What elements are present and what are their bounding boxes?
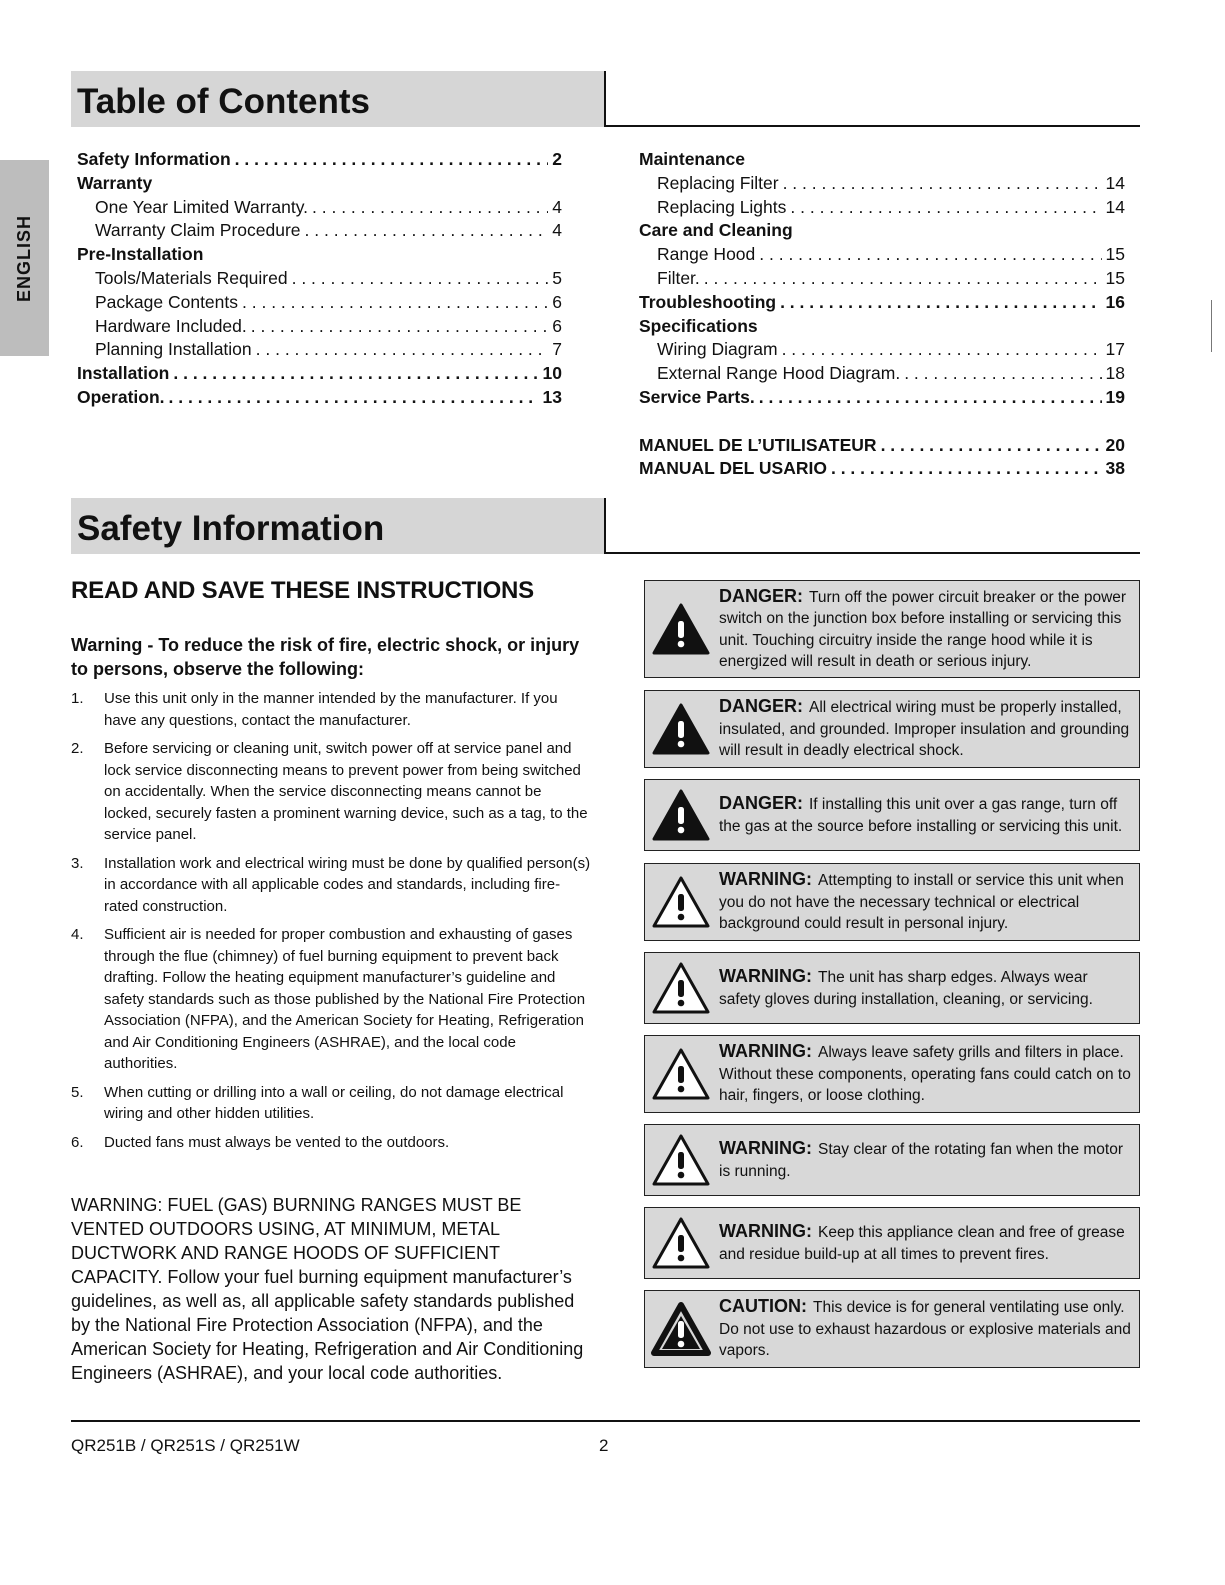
toc-entry[interactable] xyxy=(77,243,562,267)
toc-entry-page: 4 xyxy=(552,220,562,241)
page-number: 2 xyxy=(599,1436,609,1455)
toc-entry[interactable] xyxy=(77,267,562,291)
toc-entry-label: Warranty Claim Procedure xyxy=(95,220,301,241)
notice-keyword: WARNING: xyxy=(719,966,812,986)
toc-entry-page: 5 xyxy=(552,267,562,288)
toc-entry[interactable] xyxy=(639,148,1125,172)
notice-keyword: DANGER: xyxy=(719,696,803,717)
notice-text: Stay clear of the rotating fan when the motor is running. xyxy=(719,1141,1124,1180)
instruction-number: 2. xyxy=(71,740,84,757)
instruction-text: When cutting or drilling into a wall or ceiling, do not damage electrical wiring and other hidden utilities. xyxy=(104,1083,564,1122)
toc-entry-label: Tools/Materials Required xyxy=(95,267,288,288)
notice-keyword: WARNING: xyxy=(719,1138,812,1158)
notice-text: The unit has sharp edges. Always wear safety gloves during installation, cleaning, or servicing. xyxy=(719,969,1093,1008)
notice-keyword: WARNING: xyxy=(719,869,812,890)
toc-dot-leader xyxy=(776,291,1101,315)
instruction-item xyxy=(71,853,591,918)
toc-entry[interactable] xyxy=(639,338,1125,362)
toc-entry[interactable] xyxy=(77,386,562,410)
danger-notice xyxy=(644,580,1140,678)
toc-entry[interactable] xyxy=(77,338,562,362)
toc-left-column xyxy=(77,148,562,410)
toc-dot-leader xyxy=(247,315,549,339)
toc-entry-label: Operation. xyxy=(77,386,165,407)
toc-entry-label: One Year Limited Warranty. xyxy=(95,196,309,217)
warning-notice xyxy=(644,1207,1140,1279)
toc-dot-leader xyxy=(238,291,548,315)
toc-entry[interactable] xyxy=(639,243,1125,267)
notice-body xyxy=(717,789,1139,841)
footer-model-numbers: QR251B / QR251S / QR251W xyxy=(71,1436,300,1455)
toc-entry-label: MANUAL DEL USARIO xyxy=(639,458,827,479)
toc-entry-label: Warranty xyxy=(77,172,153,193)
toc-entry-page: 15 xyxy=(1105,244,1125,265)
notice-text: Attempting to install or service this unit when you do not have the necessary technical or electrical background could result in personal injury. xyxy=(719,872,1124,933)
notice-body xyxy=(717,1292,1139,1366)
toc-entry-page: 7 xyxy=(552,339,562,360)
toc-dot-leader xyxy=(308,196,548,220)
toc-entry[interactable] xyxy=(639,219,1125,243)
toc-entry[interactable] xyxy=(639,434,1125,458)
toc-entry-page: 10 xyxy=(542,363,562,384)
toc-entry[interactable] xyxy=(77,148,562,172)
toc-entry-label: Maintenance xyxy=(639,149,745,169)
toc-entry xyxy=(639,410,1125,434)
toc-dot-leader xyxy=(755,386,1102,410)
instruction-text: Sufficient air is needed for proper combustion and exhausting of gases through the flue (chimney) of fuel burning equipment to prevent back drafting. Follow the heating equipment manufacturer’s guideline and safety standards such as those published by the National Fire Protection Association (NFPA), and the American Society for Heating, Refrigeration and Air Conditioning Engineers (ASHRAE), and the local code authorities. xyxy=(104,926,586,1072)
danger-triangle-icon xyxy=(645,602,717,656)
instruction-item xyxy=(71,924,591,1075)
toc-dot-leader xyxy=(877,434,1102,458)
toc-entry-label: Hardware Included. xyxy=(95,315,247,336)
toc-dot-leader xyxy=(231,148,549,172)
notice-text: Always leave safety grills and filters in place. Without these components, operating fans could catch on to hair, fingers, or loose clothing. xyxy=(719,1044,1131,1105)
toc-entry-label: Replacing Lights xyxy=(657,196,787,217)
instruction-text: Installation work and electrical wiring must be done by qualified person(s) in accordance with all applicable codes and standards, including fire-rated construction. xyxy=(104,854,591,915)
instruction-number: 4. xyxy=(71,926,84,943)
toc-dot-leader xyxy=(700,267,1102,291)
danger-triangle-icon xyxy=(645,788,717,842)
toc-entry-page: 14 xyxy=(1105,196,1125,217)
instruction-item xyxy=(71,1132,591,1154)
toc-entry[interactable] xyxy=(639,315,1125,339)
notice-text: If installing this unit over a gas range, turn off the gas at the source before installing or servicing this unit. xyxy=(719,796,1123,835)
toc-entry[interactable] xyxy=(639,291,1125,315)
instruction-item xyxy=(71,1082,591,1125)
toc-entry[interactable] xyxy=(639,196,1125,220)
warning-triangle-icon xyxy=(645,1047,717,1101)
toc-dot-leader xyxy=(165,386,539,410)
notice-text: Keep this appliance clean and free of grease and residue build-up at all times to prevent fires. xyxy=(719,1224,1125,1263)
toc-dot-leader xyxy=(252,338,549,362)
toc-entry-page: 4 xyxy=(552,196,562,217)
toc-entry-label: Safety Information xyxy=(77,149,231,169)
instruction-text: Use this unit only in the manner intended by the manufacturer. If you have any questions, contact the manufacturer. xyxy=(104,690,558,729)
toc-right-column xyxy=(639,148,1125,481)
toc-entry-page: 17 xyxy=(1105,339,1125,360)
toc-entry-page: 16 xyxy=(1105,291,1125,312)
warning-notice xyxy=(644,952,1140,1024)
instruction-number: 1. xyxy=(71,690,84,707)
notice-text: Turn off the power circuit breaker or the power switch on the junction box before installing or servicing this unit. Touching circuitry inside the range hood while it is energized will result in death or serious injury. xyxy=(719,588,1127,670)
toc-entry-label: MANUEL DE L’UTILISATEUR xyxy=(639,434,877,455)
warning-triangle-icon xyxy=(645,1216,717,1270)
instruction-number: 6. xyxy=(71,1133,84,1151)
instruction-number: 5. xyxy=(71,1083,84,1101)
notice-body xyxy=(717,1134,1139,1186)
toc-dot-leader xyxy=(301,219,549,243)
toc-dot-leader xyxy=(288,267,549,291)
toc-entry-page: 6 xyxy=(552,291,562,312)
instruction-item xyxy=(71,738,591,846)
notice-body xyxy=(717,962,1139,1014)
toc-entry[interactable] xyxy=(77,315,562,339)
language-tab[interactable] xyxy=(0,160,49,356)
toc-entry-page: 20 xyxy=(1105,434,1125,455)
safety-title: Safety Information xyxy=(71,498,606,554)
read-save-heading: READ AND SAVE THESE INSTRUCTIONS xyxy=(71,577,534,604)
instruction-text: Ducted fans must always be vented to the outdoors. xyxy=(104,1133,450,1151)
notice-text: All electrical wiring must be properly installed, insulated, and grounded. Improper insulation and grounding will result in deadly electrical shock. xyxy=(719,699,1130,760)
toc-entry-label: Service Parts. xyxy=(639,386,755,407)
toc-entry[interactable] xyxy=(639,457,1125,481)
safety-header xyxy=(71,498,1140,554)
toc-entry-page: 14 xyxy=(1105,172,1125,193)
warning-intro: Warning - To reduce the risk of fire, electric shock, or injury to persons, observe the following: xyxy=(71,635,580,679)
toc-dot-leader xyxy=(786,196,1101,220)
caution-triangle-icon xyxy=(645,1302,717,1356)
toc-entry-label: Planning Installation xyxy=(95,339,252,360)
toc-dot-leader xyxy=(827,457,1102,481)
toc-entry[interactable] xyxy=(77,172,562,196)
instruction-number: 3. xyxy=(71,854,84,872)
toc-entry-page: 6 xyxy=(552,315,562,336)
toc-dot-leader xyxy=(755,243,1101,267)
toc-entry[interactable] xyxy=(639,362,1125,386)
instruction-list xyxy=(71,688,591,1160)
notice-body xyxy=(717,692,1139,766)
toc-header xyxy=(71,71,1140,127)
warning-notice xyxy=(644,1124,1140,1196)
toc-entry-label: Range Hood xyxy=(657,244,756,265)
toc-entry-page: 15 xyxy=(1105,267,1125,288)
toc-entry-page: 19 xyxy=(1105,386,1125,407)
notice-body xyxy=(717,1037,1139,1111)
toc-dot-leader xyxy=(900,362,1101,386)
toc-entry-page: 38 xyxy=(1105,458,1125,479)
notice-keyword: DANGER: xyxy=(719,585,803,606)
toc-entry-label: Wiring Diagram xyxy=(657,339,778,360)
toc-entry-label: External Range Hood Diagram. xyxy=(657,363,901,384)
notice-keyword: WARNING: xyxy=(719,1041,812,1062)
instruction-item xyxy=(71,688,591,731)
caution-notice xyxy=(644,1290,1140,1368)
warning-triangle-icon xyxy=(645,875,717,929)
toc-dot-leader xyxy=(169,362,538,386)
toc-entry-page: 2 xyxy=(552,149,562,169)
notice-body xyxy=(717,865,1139,939)
notice-body xyxy=(717,1217,1139,1269)
footer-rule xyxy=(71,1420,1140,1422)
fuel-burning-warning: WARNING: FUEL (GAS) BURNING RANGES MUST BE VENTED OUTDOORS USING, AT MINIMUM, METAL DUCTWORK AND RANGE HOODS OF SUFFICIENT CAPACITY. Follow your fuel burning equipment manufacturer’s guidelines, as well as, all applicable safety standards published by the National Fire Protection Association (NFPA), and the American Society for Heating, Refrigeration and Air Conditioning Engineers (ASHRAE), and your local code authorities. xyxy=(71,1195,584,1383)
toc-entry[interactable] xyxy=(77,196,562,220)
toc-entry-label: Care and Cleaning xyxy=(639,220,793,241)
danger-triangle-icon xyxy=(645,702,717,756)
toc-entry-label: Installation xyxy=(77,363,170,384)
warning-notice xyxy=(644,1035,1140,1113)
toc-entry-label: Specifications xyxy=(639,315,758,336)
toc-entry-label: Replacing Filter xyxy=(657,172,779,193)
toc-entry-label: Package Contents xyxy=(95,291,239,312)
danger-notice xyxy=(644,779,1140,851)
toc-title: Table of Contents xyxy=(71,71,606,127)
toc-entry-label: Filter. xyxy=(657,267,700,288)
toc-entry-label: Troubleshooting xyxy=(639,291,777,312)
notice-text: This device is for general ventilating use only. Do not use to exhaust hazardous or explosive materials and vapors. xyxy=(719,1299,1131,1360)
page-edge-mark xyxy=(1211,300,1212,352)
language-tab-label: ENGLISH xyxy=(14,214,35,302)
warning-notice xyxy=(644,863,1140,941)
warning-triangle-icon xyxy=(645,1133,717,1187)
toc-entry[interactable] xyxy=(77,291,562,315)
toc-entry[interactable] xyxy=(639,267,1125,291)
notice-keyword: WARNING: xyxy=(719,1221,812,1241)
toc-entry[interactable] xyxy=(77,362,562,386)
toc-entry[interactable] xyxy=(77,219,562,243)
toc-entry[interactable] xyxy=(639,386,1125,410)
toc-entry-page: 18 xyxy=(1105,363,1125,384)
notice-keyword: DANGER: xyxy=(719,793,803,813)
toc-dot-leader xyxy=(779,172,1102,196)
toc-dot-leader xyxy=(778,338,1102,362)
toc-entry[interactable] xyxy=(639,172,1125,196)
warning-triangle-icon xyxy=(645,961,717,1015)
danger-notice xyxy=(644,690,1140,768)
toc-entry-label: Pre-Installation xyxy=(77,244,204,265)
instruction-text: Before servicing or cleaning unit, switch power off at service panel and lock service disconnecting means to prevent power from being switched on accidentally. When the service disconnecting means cannot be locked, securely fasten a prominent warning device, such as a tag, to the service panel. xyxy=(104,740,588,843)
toc-entry-page: 13 xyxy=(542,386,562,407)
notice-keyword: CAUTION: xyxy=(719,1296,807,1317)
notice-body xyxy=(717,582,1139,677)
